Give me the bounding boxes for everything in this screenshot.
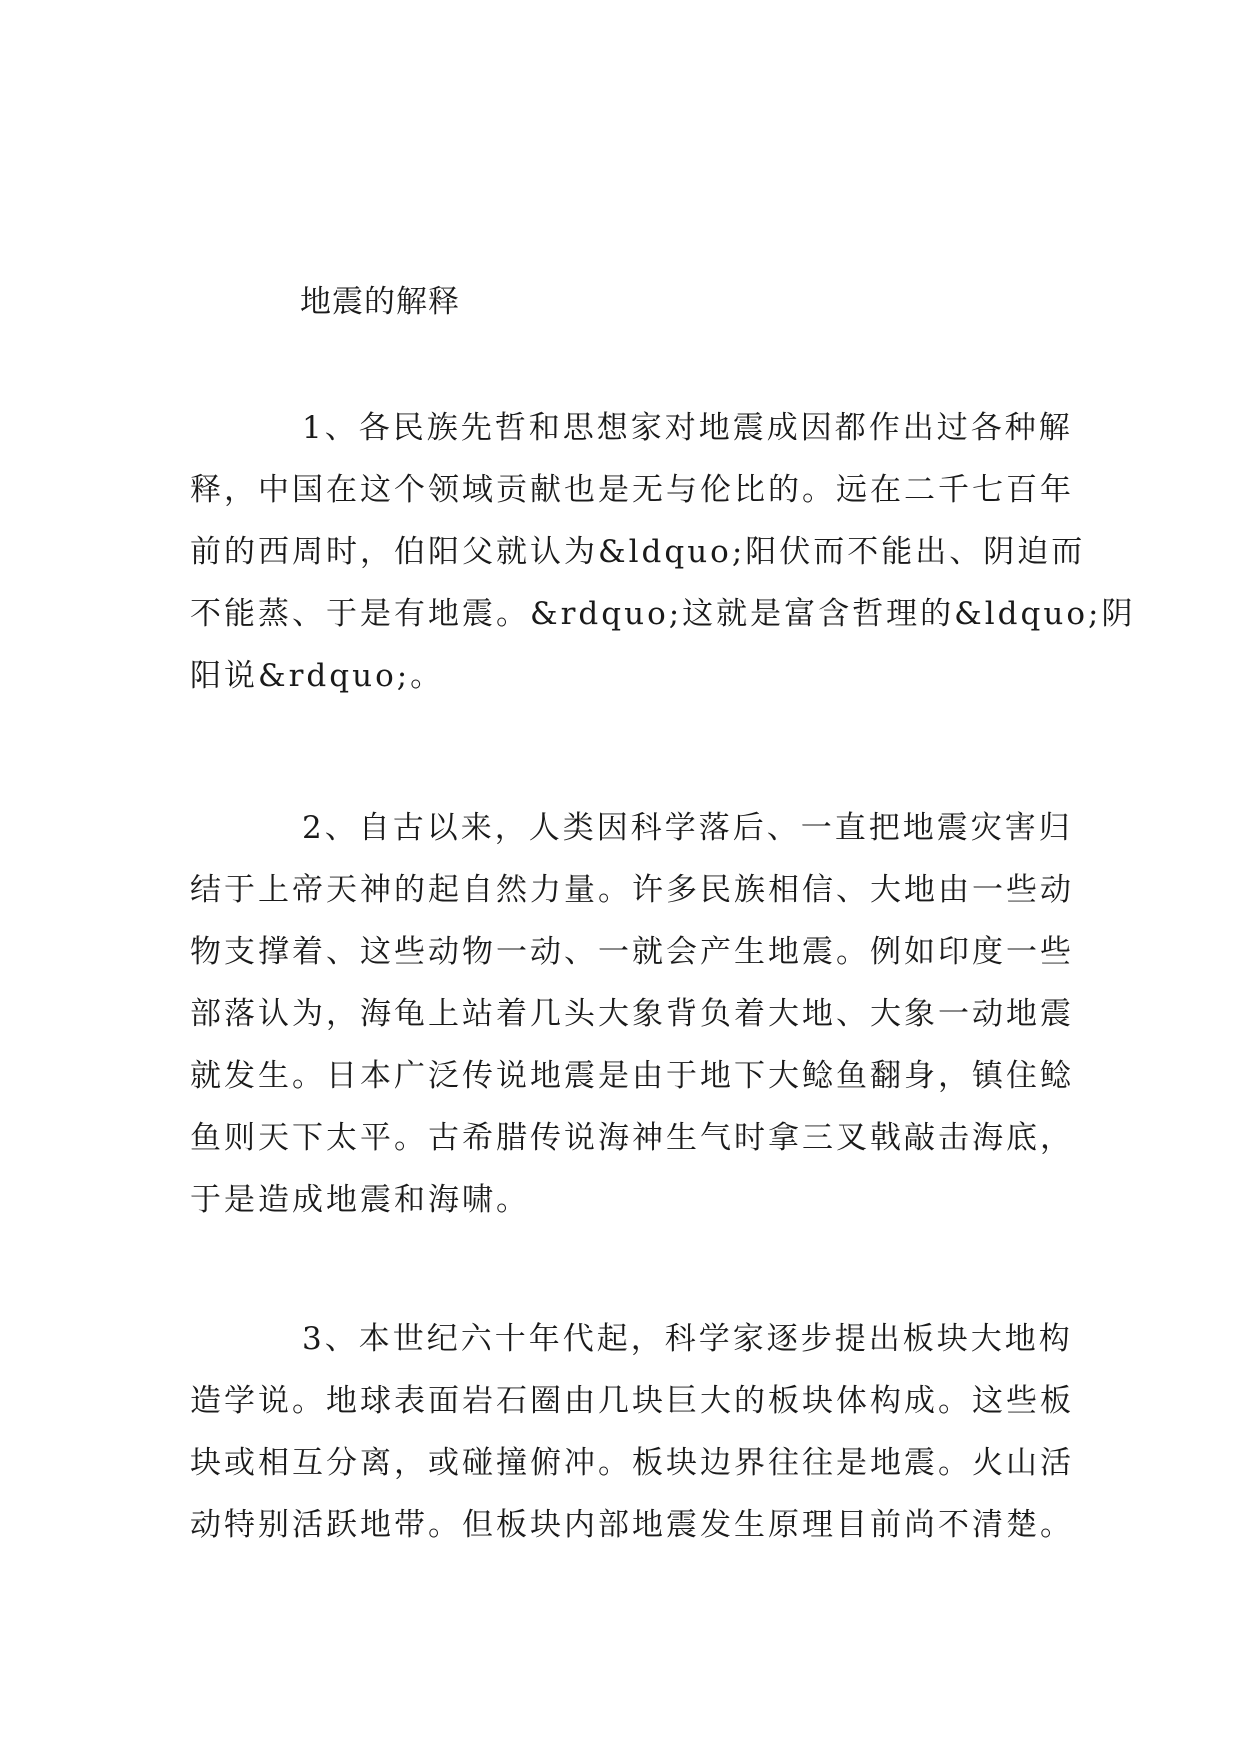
paragraph-line: 1、各民族先哲和思想家对地震成因都作出过各种解 <box>302 410 1073 446</box>
paragraph-3 <box>190 1308 1080 1556</box>
paragraph-line: 就发生。日本广泛传说地震是由于地下大鲶鱼翻身，镇住鲶 <box>190 1058 1074 1094</box>
paragraph-line: 释，中国在这个领域贡献也是无与伦比的。远在二千七百年 <box>190 472 1074 508</box>
paragraph-line: 动特别活跃地带。但板块内部地震发生原理目前尚不清楚。 <box>190 1507 1074 1543</box>
paragraph-2 <box>190 797 1080 1231</box>
paragraph-line: 不能蒸、于是有地震。&rdquo;这就是富含哲理的&ldquo;阴 <box>190 596 1136 632</box>
paragraph-line: 2、自古以来，人类因科学落后、一直把地震灾害归 <box>302 810 1073 846</box>
paragraph-line: 结于上帝天神的起自然力量。许多民族相信、大地由一些动 <box>190 872 1074 908</box>
paragraph-line: 块或相互分离，或碰撞俯冲。板块边界往往是地震。火山活 <box>190 1445 1074 1481</box>
paragraph-line: 阳说&rdquo;。 <box>190 658 445 694</box>
paragraph-1 <box>190 397 1136 707</box>
paragraph-line: 鱼则天下太平。古希腊传说海神生气时拿三叉戟敲击海底， <box>190 1120 1074 1156</box>
paragraph-line: 造学说。地球表面岩石圈由几块巨大的板块体构成。这些板 <box>190 1383 1074 1419</box>
document-title: 地震的解释 <box>300 284 460 320</box>
paragraph-line: 部落认为，海龟上站着几头大象背负着大地、大象一动地震 <box>190 996 1074 1032</box>
paragraph-line: 于是造成地震和海啸。 <box>190 1182 530 1218</box>
paragraph-line: 物支撑着、这些动物一动、一就会产生地震。例如印度一些 <box>190 934 1074 970</box>
paragraph-line: 3、本世纪六十年代起，科学家逐步提出板块大地构 <box>302 1321 1073 1357</box>
paragraph-line: 前的西周时，伯阳父就认为&ldquo;阳伏而不能出、阴迫而 <box>190 534 1086 570</box>
